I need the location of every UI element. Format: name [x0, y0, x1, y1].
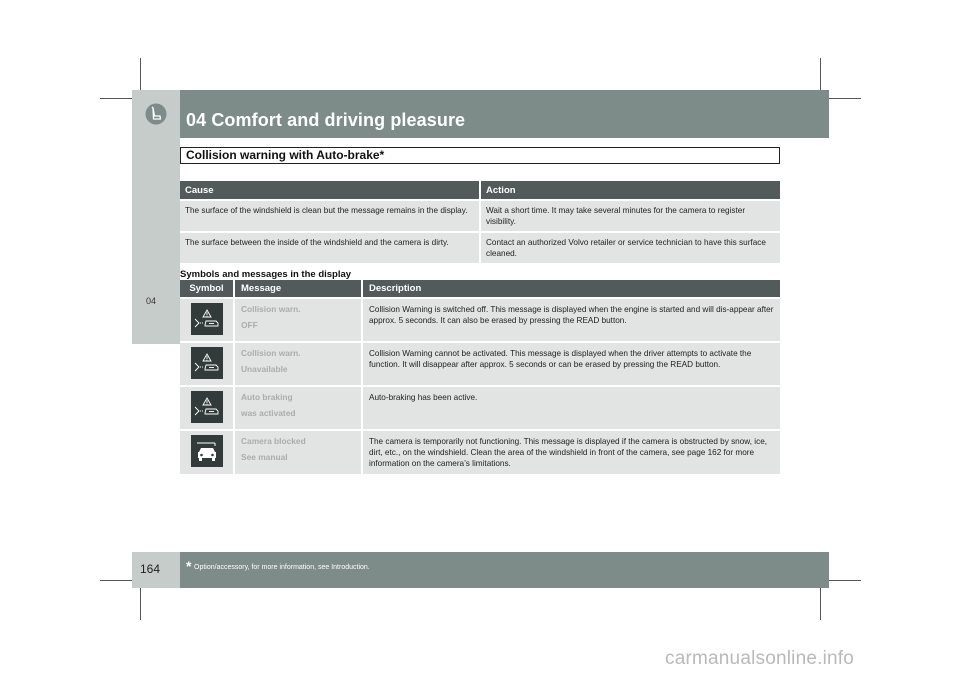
- footnote-star: *: [186, 558, 192, 574]
- cause-cell: The surface between the inside of the windshield and the camera is dirty.: [180, 232, 480, 263]
- message-line: Auto braking: [241, 392, 293, 402]
- description-cell: The camera is temporarily not functioning. This message is displayed if the camera is obstructed by snow, ice, dirt, etc., on the windshield. Clean the area of the windshield in front of the camera, see page 162 for more information on the camera’s limitations.: [362, 430, 780, 474]
- message-line: Unavailable: [241, 364, 288, 374]
- symbols-messages-table: [180, 280, 780, 474]
- table-row: [180, 430, 780, 474]
- message-line: Collision warn.: [241, 348, 301, 358]
- chapter-title: 04 Comfort and driving pleasure: [186, 110, 466, 130]
- message-line: Collision warn.: [241, 304, 301, 314]
- symbols-heading: Symbols and messages in the display: [180, 269, 352, 280]
- cause-header: Cause: [180, 181, 480, 200]
- cause-cell: The surface of the windshield is clean but the message remains in the display.: [180, 200, 480, 232]
- action-cell: Wait a short time. It may take several minutes for the camera to register visibility.: [480, 200, 780, 232]
- description-cell: Collision Warning is switched off. This message is displayed when the engine is started and will dis-appear after approx. 5 seconds. It can also be erased by pressing the READ button.: [362, 298, 780, 342]
- description-header: Description: [362, 280, 780, 298]
- section-title: Collision warning with Auto-brake*: [186, 148, 385, 162]
- table-row: [180, 298, 780, 342]
- table-row: [180, 342, 780, 386]
- message-line: was activated: [241, 408, 296, 418]
- action-header: Action: [480, 181, 780, 200]
- collision-warning-icon: [191, 303, 223, 335]
- chapter-tab-number: 04: [146, 296, 157, 306]
- crop-mark: [100, 580, 132, 581]
- footnote-text: Option/accessory, for more information, see Introduction.: [194, 564, 370, 571]
- action-cell: Contact an authorized Volvo retailer or service technician to have this surface cleaned.: [480, 232, 780, 263]
- crop-mark: [140, 588, 141, 620]
- watermark: carmanualsonline.info: [665, 648, 855, 669]
- crop-mark: [820, 58, 821, 90]
- description-cell: Auto-braking has been active.: [362, 386, 780, 430]
- crop-mark: [829, 98, 861, 99]
- message-line: See manual: [241, 452, 288, 462]
- message-header: Message: [234, 280, 362, 298]
- crop-mark: [820, 588, 821, 620]
- seat-icon: [145, 103, 167, 125]
- crop-mark: [140, 58, 141, 90]
- symbol-header: Symbol: [180, 280, 234, 298]
- crop-mark: [100, 98, 132, 99]
- message-line: OFF: [241, 320, 258, 330]
- crop-mark: [829, 580, 861, 581]
- collision-warning-icon: [191, 347, 223, 379]
- table-row: [180, 386, 780, 430]
- page-number: 164: [140, 562, 161, 576]
- table-row: [180, 200, 780, 232]
- table-row: [180, 232, 780, 263]
- cause-action-table: [180, 181, 780, 263]
- camera-blocked-icon: [191, 435, 223, 467]
- collision-warning-icon: [191, 391, 223, 423]
- message-line: Camera blocked: [241, 436, 306, 446]
- side-chapter-strip: [132, 138, 180, 344]
- description-cell: Collision Warning cannot be activated. This message is displayed when the driver attempts to activate the function. It will disappear after approx. 5 seconds or can be erased by pressing the READ button.: [362, 342, 780, 386]
